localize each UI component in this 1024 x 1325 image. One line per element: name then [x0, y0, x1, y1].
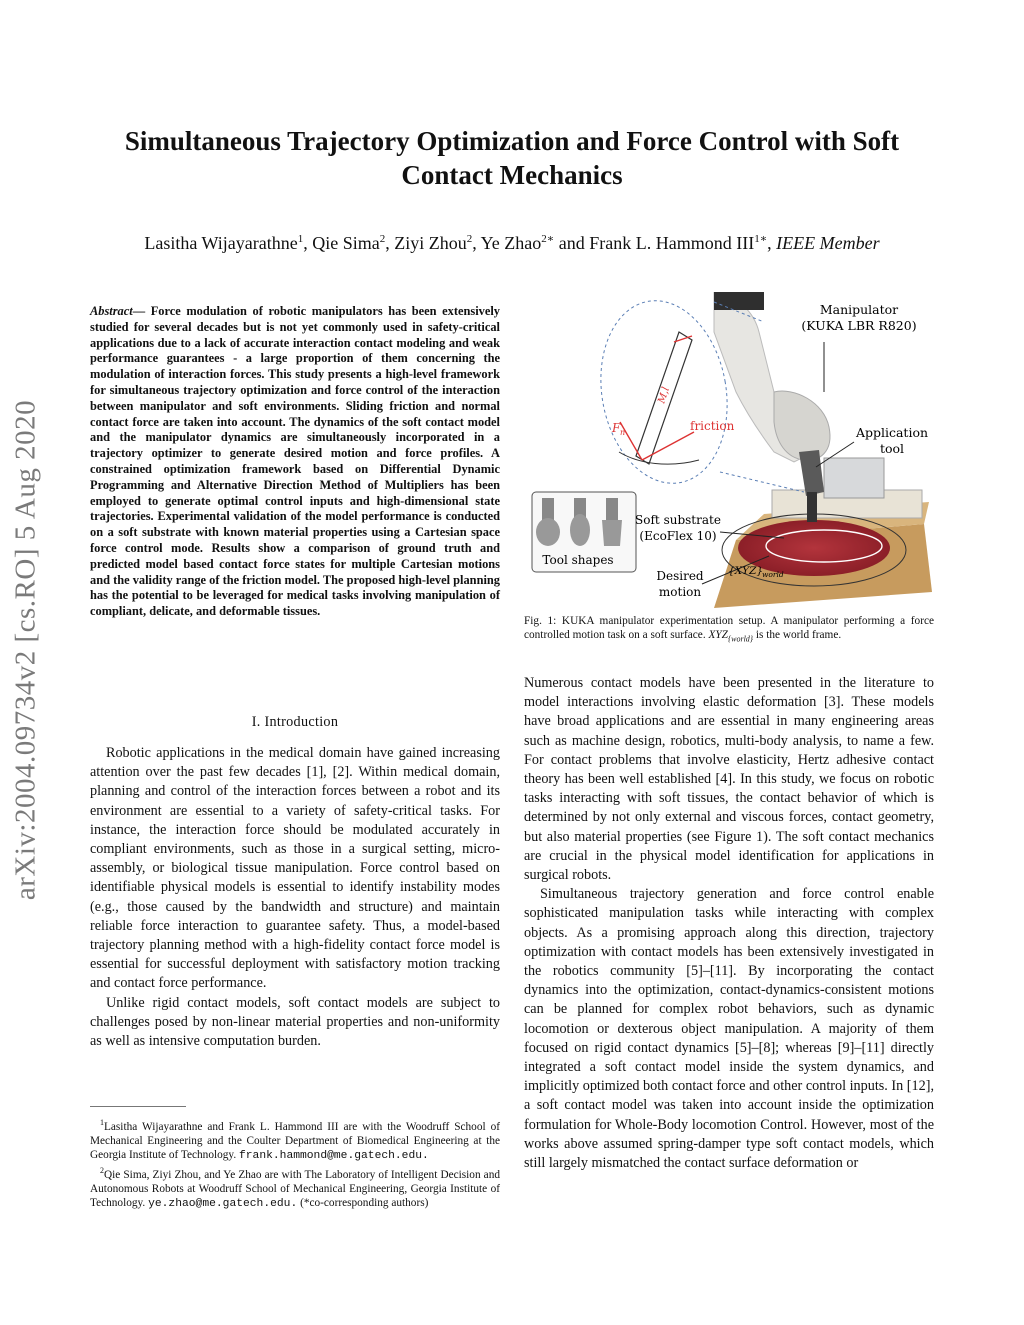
- label-soft-substrate-1: Soft substrate: [635, 513, 721, 527]
- author-5: and Frank L. Hammond III: [554, 233, 755, 253]
- figure-caption: [524, 614, 934, 646]
- intro-right-column: [524, 674, 934, 1173]
- tool-shape-3: [602, 520, 622, 546]
- controller-box: [824, 458, 884, 498]
- footnote-1-text: Lasitha Wijayarathne and Frank L. Hammond III are with the Woodruff School of Mechanical Engineering and the Coulter Department of Biomedical Engineering at the Georgia Institute of Technology.: [90, 1120, 500, 1162]
- footnotes: [90, 1116, 500, 1211]
- tool-shape-3-shaft: [606, 498, 618, 520]
- footnote-2-mark: 2: [100, 1165, 104, 1175]
- caption-tail: is the world frame.: [753, 629, 842, 641]
- tool-shape-1: [536, 518, 560, 546]
- abstract: [90, 304, 500, 620]
- application-tool: [807, 492, 817, 522]
- footnote-rule: [90, 1106, 186, 1107]
- footnote-2-email[interactable]: ye.zhao@me.gatech.edu.: [148, 1198, 298, 1211]
- author-1: Lasitha Wijayarathne: [144, 233, 298, 253]
- caption-text: Fig. 1: KUKA manipulator experimentation setup. A manipulator performing a force controlled motion task on a soft surface.: [524, 615, 934, 641]
- author-4-affil: 2∗: [541, 233, 555, 245]
- intro-paragraph-1: Robotic applications in the medical domain have gained increasing attention over the past few decades [1], [2]. Within medical domain, planning and control of the interaction forces between a robot and its environment are essential to a variety of safety-critical tasks. For instance, the interaction force should be modulated accurately in compliant environments, such as those in a surgical setting, micro-assembly, or biological tissue manipulation. Force control based on identifiable physical models is essential to identify instability modes (e.g., those caused by the bandwidth and structure) and maintain reliable force interaction to guarantee safety. Thus, a model-based trajectory planning method with a high-fidelity contact force model is essential for successful deployment with satisfactory motion tracking and contact force performance.: [90, 745, 500, 992]
- label-tool-shapes: Tool shapes: [542, 553, 614, 567]
- label-soft-substrate-2: (EcoFlex 10): [639, 529, 717, 543]
- footnote-2-text: Qie Sima, Ziyi Zhou, and Ye Zhao are with The Laboratory of Intelligent Decision and Autonomous Robots at Woodruff School of Mechanical Engineering, Georgia Institute of Technology.: [90, 1168, 500, 1210]
- label-manipulator: Manipulator: [819, 302, 899, 317]
- intro-paragraph-2: Unlike rigid contact models, soft contact models are subject to challenges posed by non-linear material properties and non-uniformity as well as intensive computation burden.: [90, 994, 500, 1050]
- abstract-label: Abstract: [90, 304, 133, 318]
- label-application-tool-2: tool: [879, 441, 905, 456]
- robot-logo-band: [714, 292, 764, 310]
- author-list: [60, 232, 964, 254]
- author-3-affil: 2: [466, 233, 473, 245]
- intro-right-paragraph-2: Simultaneous trajectory generation and force control enable sophisticated manipulation tasks while interacting with complex objects. As a promising approach along this direction, trajectory optimization with contact models has been extensively investigated in the robotics community [5]–[11]. By incorporating the contact dynamics into the optimization, contact-dynamics-consistent motions can be planned for complex robot behaviors, such as dynamic locomotion or dexterous object manipulation. A majority of them focused on rigid contact dynamics [5]–[8]; whereas [9]–[11] directly integrated a soft contact model inside the system dynamics, and implicitly optimized both contact force and other control inputs. In [12], a soft contact model was taken into account inside the optimization formulation for Whole-Body locomotion Control. However, most of the works above assumed spring-damper type soft contact models, which still largely mismatched the contact surface deformation or: [524, 886, 934, 1172]
- label-desired-motion-1: Desired: [656, 569, 704, 583]
- author-4: , Ye Zhao: [472, 233, 542, 253]
- author-3: , Ziyi Zhou: [385, 233, 467, 253]
- author-separator: ,: [767, 233, 777, 253]
- paper-title: Simultaneous Trajectory Optimization and Force Control with Soft Contact Mechanics: [124, 126, 900, 190]
- label-fn: F: [612, 421, 621, 435]
- arxiv-identifier-text: arXiv:2004.09734v2 [cs.RO] 5 Aug 2020: [9, 399, 42, 901]
- author-2-affil: 2: [379, 233, 386, 245]
- abstract-text: — Force modulation of robotic manipulators has been extensively studied for several decades but is not yet commonly used in safety-critical applications due to a lack of accurate interaction contact modeling and weak performance guarantees - a large proportion of them concerning the modulation of interaction forces. This study presents a high-level framework for simultaneous trajectory optimization and force control of the interaction between manipulator and soft environments. Sliding friction and normal contact force are taken into account. The dynamics of the soft contact model and the manipulator dynamics are simultaneously incorporated in a trajectory optimizer to generate desired motion and force profiles. A constrained optimization framework based on Differential Dynamic Programming and Alternative Direction Method of Multipliers has been employed to generate optimal control inputs and high-dimensional state trajectories. Experimental validation of the model performance is conducted on a soft substrate with known material properties using a Cartesian space force control mode. Results show a comparison of ground truth and predicted model based contact force states for multiple Cartesian motions and the validity range of the friction model. The proposed high-level planning has the potential to be leveraged for medical tasks involving manipulation of compliant, delicate, and deformable tissues.: [90, 304, 500, 619]
- author-2: , Qie Sima: [303, 233, 380, 253]
- ieee-member: IEEE Member: [776, 233, 880, 253]
- friction-arrow: [642, 432, 694, 460]
- author-1-affil: 1: [297, 233, 304, 245]
- label-fn-sub: n: [620, 428, 626, 437]
- intro-left-column: [90, 744, 500, 1051]
- footnote-1-mark: 1: [100, 1118, 104, 1127]
- section-heading-introduction: I. Introduction: [251, 714, 339, 730]
- figure-1: [524, 292, 934, 608]
- label-manipulator-model: (KUKA LBR R820): [801, 318, 917, 333]
- footnote-1: [90, 1116, 500, 1164]
- label-link: M,l: [656, 385, 672, 405]
- arxiv-identifier: [4, 350, 48, 950]
- label-world-frame-sub: world: [762, 570, 784, 579]
- author-5-affil: 1∗: [754, 233, 768, 245]
- label-world-frame: {XYZ}: [728, 565, 764, 577]
- zoom-line-2: [720, 472, 804, 492]
- label-friction: friction: [690, 419, 735, 433]
- footnote-2-note: (*co-corresponding authors): [297, 1197, 429, 1210]
- caption-math-sub: {world}: [727, 634, 754, 644]
- tool-shape-1-shaft: [542, 498, 554, 520]
- footnote-1-email[interactable]: frank.hammond@me.gatech.edu.: [238, 1150, 429, 1163]
- label-desired-motion-2: motion: [658, 585, 702, 599]
- caption-math: XYZ: [708, 629, 728, 641]
- tool-shape-2: [570, 514, 590, 546]
- intro-right-paragraph-1: Numerous contact models have been presented in the literature to model interactions involving elastic deformation [3]. These models have broad applications and are essential in many engineering areas such as machine design, robotics, multi-body analysis, to name a few. For contact problems that involve elasticity, Hertz adhesive contact theory has been well established [4]. In this study, we focus on robotic tasks interacting with soft tissues, the contact behavior of which is determined by not only external and viscous forces, contact geometry, but also material properties (see Figure 1). The soft contact mechanics are crucial in the physical model identification for applications in surgical robots.: [524, 675, 934, 884]
- footnote-2: [90, 1164, 500, 1212]
- label-application-tool-1: Application: [855, 425, 929, 440]
- deformed-surface: [619, 452, 699, 464]
